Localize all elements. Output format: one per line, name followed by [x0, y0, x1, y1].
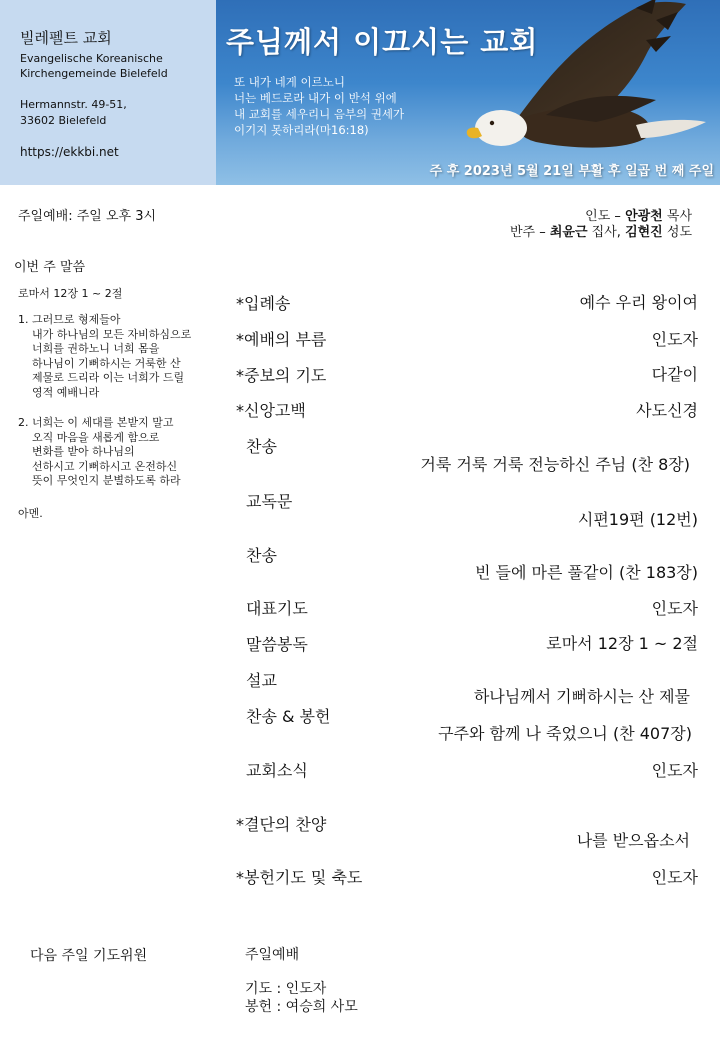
verse-line: 너는 베드로라 내가 이 반석 위에: [234, 91, 397, 105]
address-line2: 33602 Bielefeld: [20, 114, 107, 127]
service-date: 주 후 2023년 5월 21일 부활 후 일곱 번 째 주일: [429, 164, 714, 179]
program-item-label: *신앙고백: [236, 401, 306, 420]
org-name-line2: Kirchengemeinde Bielefeld: [20, 67, 168, 80]
verse-line: 또 내가 네게 이르노니: [234, 75, 345, 89]
next-week-service: 주일예배: [245, 947, 300, 963]
church-info-panel: [0, 0, 216, 185]
verse-line: 내 교회를 세우리니 음부의 권세가: [234, 107, 405, 121]
program-item-value: 인도자: [651, 330, 698, 349]
amen-text: 아멘.: [18, 506, 43, 520]
program-item-value: 로마서 12장 1 ~ 2절: [546, 634, 698, 653]
service-title: 주일예배: 주일 오후 3시: [18, 209, 157, 224]
program-item-value: 사도신경: [636, 401, 698, 420]
program-item-label: 찬송: [246, 546, 277, 565]
program-item-value: 시편19편 (12번): [577, 510, 698, 529]
scripture-text: [18, 313, 223, 521]
org-name-line1: Evangelische Koreanische: [20, 52, 163, 65]
next-week-prayer: 기도 : 인도자: [245, 981, 327, 997]
next-week-offering: 봉헌 : 여승희 사모: [245, 999, 358, 1015]
program-item-value: 다같이: [651, 365, 698, 384]
program-item-label: 교독문: [246, 492, 293, 511]
website-link[interactable]: https://ekkbi.net: [20, 145, 119, 159]
program-item-value: 빈 들에 마른 풀같이 (찬 183장): [474, 563, 698, 582]
verse-item: 1. 그러므로 형제들아 내가 하나님의 모든 자비하심으로 너희를 권하노니 너희 몸을 하나님이 기뻐하시는 거룩한 산 제물로 드리라 이는 너희가 드릴 영적 예배니라: [32, 313, 223, 400]
weekly-word-heading: 이번 주 말씀: [14, 260, 86, 275]
program-item-value: 거룩 거룩 거룩 전능하신 주님 (찬 8장): [420, 455, 690, 474]
program-item-label: 찬송: [246, 437, 277, 456]
program-item-label: 설교: [246, 671, 277, 690]
program-item-label: 말씀봉독: [246, 635, 308, 654]
program-item-value: 인도자: [651, 761, 698, 780]
program-item-value: 예수 우리 왕이여: [579, 293, 698, 312]
program-item-label: *입례송: [236, 294, 291, 313]
scripture-reference: 로마서 12장 1 ~ 2절: [18, 287, 123, 300]
service-accompanist: 반주 – 최윤근 집사, 김현진 성도: [509, 225, 692, 240]
program-item-value: 구주와 함께 나 죽었으니 (찬 407장): [438, 724, 692, 743]
program-item-value: 인도자: [651, 599, 698, 618]
banner-title: 주님께서 이끄시는 교회: [226, 25, 539, 59]
next-week-heading: 다음 주일 기도위원: [30, 948, 148, 964]
program-item-label: 찬송 & 봉헌: [246, 707, 331, 726]
church-name: 빌레펠트 교회: [20, 29, 112, 47]
address-line1: Hermannstr. 49-51,: [20, 98, 127, 111]
verse-line: 이기지 못하리라(마16:18): [234, 123, 369, 137]
program-item-label: 교회소식: [246, 761, 308, 780]
program-item-label: *중보의 기도: [236, 366, 327, 385]
program-item-value: 하나님께서 기뻐하시는 산 제물: [473, 687, 690, 706]
program-item-label: *봉헌기도 및 축도: [236, 868, 363, 887]
service-leader: 인도 – 안광천 목사: [585, 209, 692, 224]
program-item-label: 대표기도: [246, 599, 308, 618]
program-item-value: 나를 받으옵소서: [576, 831, 690, 850]
program-item-value: 인도자: [651, 868, 698, 887]
program-item-label: *예배의 부름: [236, 330, 327, 349]
program-item-label: *결단의 찬양: [236, 815, 327, 834]
header-banner: [216, 0, 720, 185]
verse-item: 2. 너희는 이 세대를 본받지 말고 오직 마음을 새롭게 함으로 변화를 받아 하나님의 선하시고 기뻐하시고 온전하신 뜻이 무엇인지 분별하도록 하라: [32, 416, 223, 489]
